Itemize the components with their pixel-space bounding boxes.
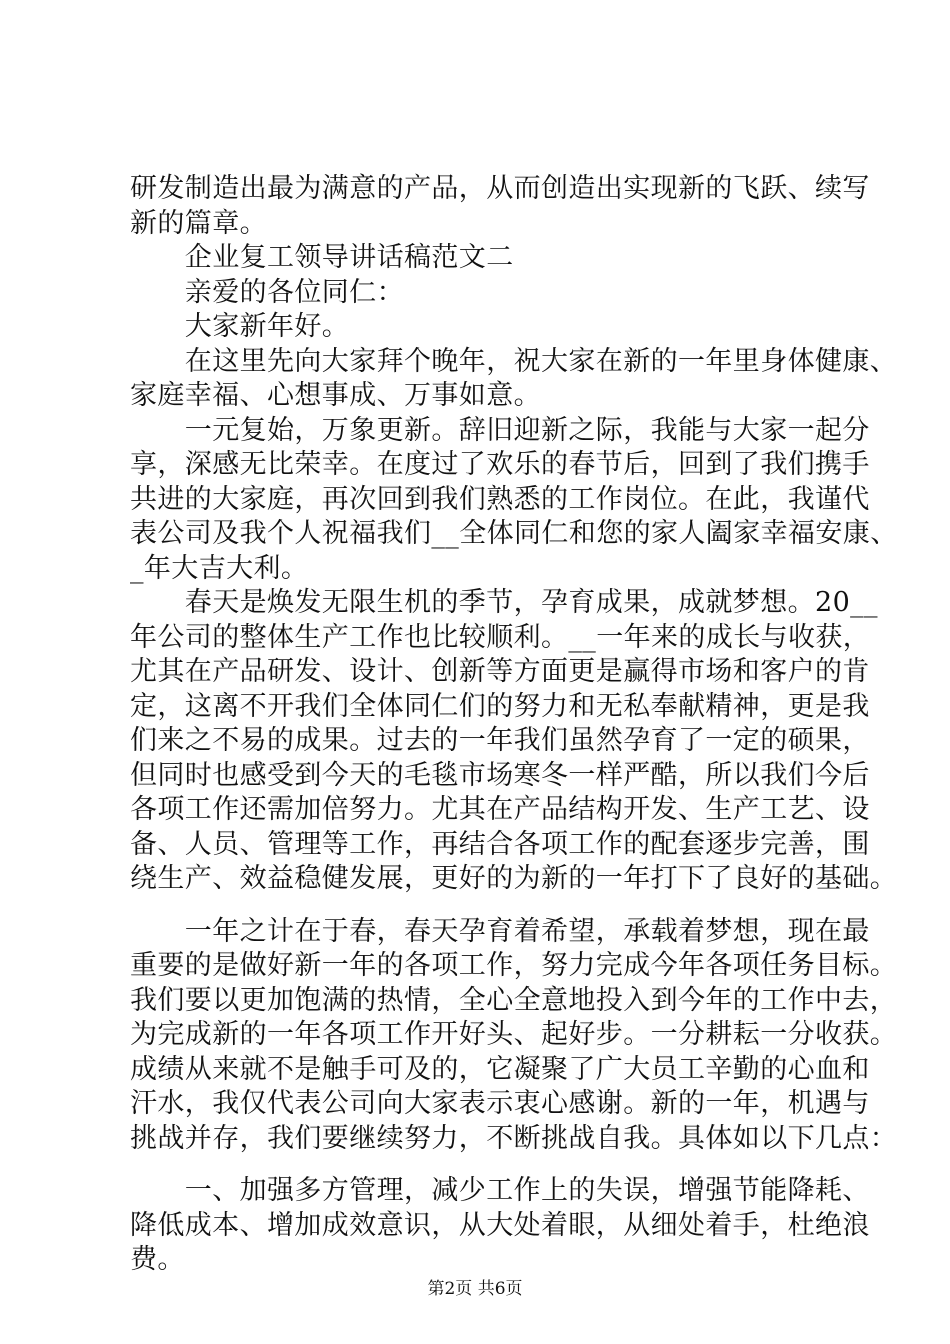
text-line: 备、人员、管理等工作，再结合各项工作的配套逐步完善，围 bbox=[130, 828, 870, 860]
text-line: 家庭幸福、心想事成、万事如意。 bbox=[130, 380, 541, 411]
text-line: 重要的是做好新一年的各项工作，努力完成今年各项任务目标。 bbox=[130, 950, 898, 981]
text-line: 我们要以更加饱满的热情，全心全意地投入到今年的工作中去， bbox=[130, 984, 898, 1016]
text-line: 各项工作还需加倍努力。尤其在产品结构开发、生产工艺、设 bbox=[130, 794, 870, 825]
text-line: 降低成本、增加成效意识，从大处着眼，从细处着手，杜绝浪 bbox=[130, 1209, 870, 1241]
greeting: 大家新年好。 bbox=[130, 311, 350, 342]
section-title: 企业复工领导讲话稿范文二 bbox=[130, 242, 514, 273]
text-line: 定，这离不开我们全体同仁们的努力和无私奉献精神，更是我 bbox=[130, 690, 870, 722]
text-line: 研发制造出最为满意的产品，从而创造出实现新的飞跃、续写 bbox=[130, 173, 870, 204]
text-line: 们来之不易的成果。过去的一年我们虽然孕育了一定的硕果， bbox=[130, 725, 870, 756]
text-line: 汗水，我仅代表公司向大家表示衷心感谢。新的一年，机遇与 bbox=[130, 1088, 870, 1119]
text-line: 表公司及我个人祝福我们__全体同仁和您的家人阖家幸福安康、 bbox=[130, 518, 898, 549]
text-line: 为完成新的一年各项工作开好头、起好步。一分耕耘一分收获。 bbox=[130, 1019, 898, 1050]
text-line: 新的篇章。 bbox=[130, 207, 267, 239]
text-line: 一元复始，万象更新。辞旧迎新之际，我能与大家一起分 bbox=[130, 414, 870, 446]
text-line: 尤其在产品研发、设计、创新等方面更是赢得市场和客户的肯 bbox=[130, 656, 870, 687]
text-line: 费。 bbox=[130, 1244, 185, 1275]
page-number-footer: 第2页 共6页 bbox=[427, 1279, 523, 1299]
text-line: 年公司的整体生产工作也比较顺利。__一年来的成长与收获， bbox=[130, 621, 871, 653]
text-line: 挑战并存，我们要继续努力，不断挑战自我。具体如以下几点： bbox=[130, 1122, 898, 1154]
document-body bbox=[130, 172, 898, 1278]
paragraph-gap bbox=[130, 1156, 850, 1174]
text-line: 春天是焕发无限生机的季节，孕育成果，成就梦想。20__ bbox=[130, 587, 878, 618]
text-line: 在这里先向大家拜个晚年，祝大家在新的一年里身体健康、 bbox=[130, 345, 898, 377]
paragraph-gap bbox=[130, 897, 850, 915]
text-line: 但同时也感受到今天的毛毯市场寒冬一样严酷，所以我们今后 bbox=[130, 759, 870, 791]
text-line: 一年之计在于春，春天孕育着希望，承载着梦想，现在最 bbox=[130, 915, 870, 947]
salutation: 亲爱的各位同仁： bbox=[130, 276, 404, 308]
text-line: 绕生产、效益稳健发展，更好的为新的一年打下了良好的基础。 bbox=[130, 863, 898, 894]
text-line: 共进的大家庭，再次回到我们熟悉的工作岗位。在此，我谨代 bbox=[130, 483, 870, 515]
text-line: 成绩从来就不是触手可及的，它凝聚了广大员工辛勤的心血和 bbox=[130, 1053, 870, 1085]
text-line: _年大吉大利。 bbox=[130, 552, 309, 584]
text-line: 享，深感无比荣幸。在度过了欢乐的春节后，回到了我们携手 bbox=[130, 449, 870, 480]
text-line: 一、加强多方管理，减少工作上的失误，增强节能降耗、 bbox=[130, 1175, 870, 1206]
